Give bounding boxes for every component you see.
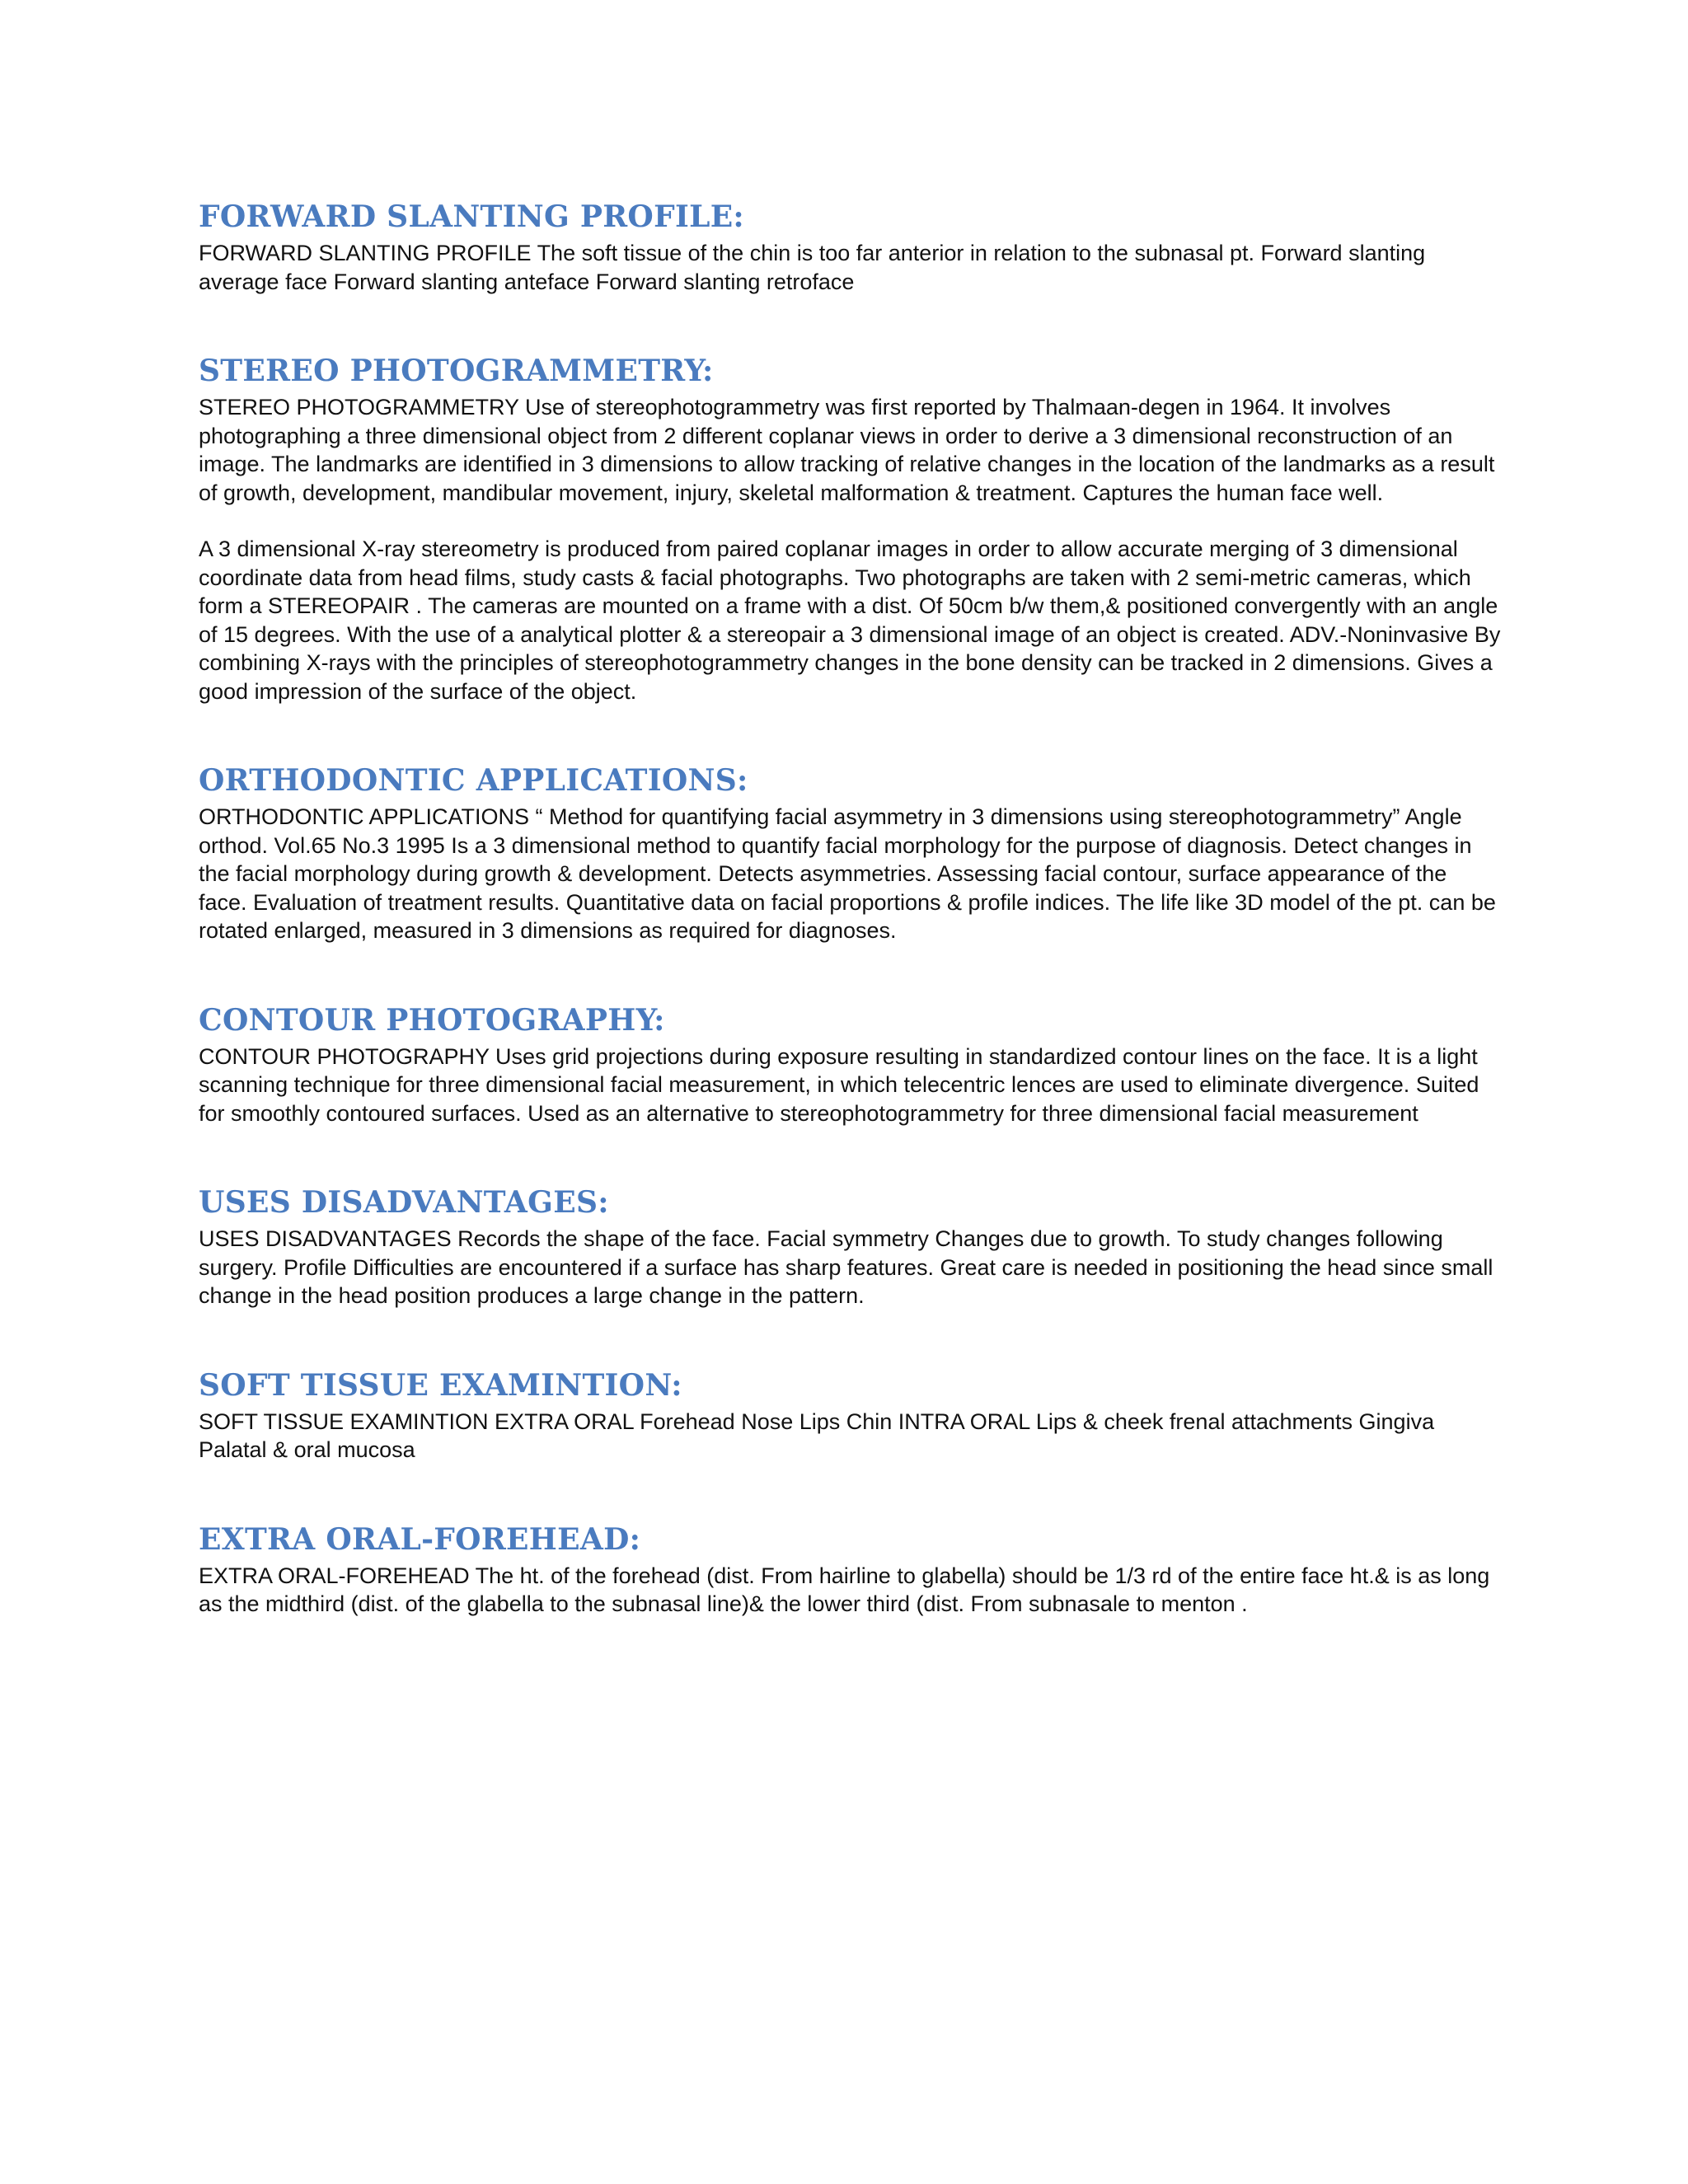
section-extra-oral-forehead: [199, 1521, 1501, 1619]
section-heading: FORWARD SLANTING PROFILE:: [199, 199, 745, 234]
section-heading: EXTRA ORAL-FOREHEAD:: [199, 1521, 641, 1557]
section-heading: STEREO PHOTOGRAMMETRY:: [199, 354, 714, 388]
section-paragraph: STEREO PHOTOGRAMMETRY Use of stereophotogrammetry was first reported by Thalmaan-degen in 1964. It involves photographing a three dimensional object from 2 different coplanar views in order to derive a 3 dimensional reconstruction of an image. The landmarks are identified in 3 dimensions to allow tracking of relative changes in the location of the landmarks as a result of growth, development, mandibular movement, injury, skeletal malformation & treatment. Captures the human face well.: [199, 395, 1495, 505]
document-body: [199, 198, 1501, 1619]
section-orthodontic-applications: [199, 762, 1501, 945]
section-paragraph: CONTOUR PHOTOGRAPHY Uses grid projections during exposure resulting in standardized contour lines on the face. It is a light scanning technique for three dimensional facial measurement, in which telecentric lences are used to eliminate divergence. Suited for smoothly contoured surfaces. Used as an alternative to stereophotogrammetry for three dimensional facial measurement: [199, 1043, 1479, 1126]
section-paragraph: A 3 dimensional X-ray stereometry is produced from paired coplanar images in order to allow accurate merging of 3 dimensional coordinate data from head films, study casts & facial photographs. Two photographs are taken with 2 semi-metric cameras, which form a STEREOPAIR . The cameras are mounted on a frame with a dist. Of 50cm b/w them,& positioned convergently with an angle of 15 degrees. With the use of a analytical plotter & a stereopair a 3 dimensional image of an object is created. ADV.-Noninvasive By combining X-rays with the principles of stereophotogrammetry changes in the bone density can be tracked in 2 dimensions. Gives a good impression of the surface of the object.: [199, 537, 1501, 704]
section-heading: ORTHODONTIC APPLICATIONS:: [199, 763, 748, 798]
section-heading: CONTOUR PHOTOGRAPHY:: [199, 1002, 665, 1038]
section-heading: USES DISADVANTAGES:: [199, 1185, 609, 1220]
section-paragraph: USES DISADVANTAGES Records the shape of the face. Facial symmetry Changes due to growth. To study changes following surgery. Profile Difficulties are encountered if a surface has sharp features. Great care is needed in positioning the head since small change in the head position produces a large change in the pattern.: [199, 1226, 1493, 1308]
section-forward-slanting-profile: [199, 198, 1501, 296]
section-uses-disadvantages: [199, 1183, 1501, 1310]
section-paragraph: FORWARD SLANTING PROFILE The soft tissue of the chin is too far anterior in relation to the subnasal pt. Forward slanting average face Forward slanting anteface Forward slanting retroface: [199, 241, 1426, 294]
section-paragraph: SOFT TISSUE EXAMINTION EXTRA ORAL Forehead Nose Lips Chin INTRA ORAL Lips & cheek frenal attachments Gingiva Palatal & oral mucosa: [199, 1408, 1435, 1462]
section-stereo-photogrammetry: [199, 352, 1501, 705]
section-paragraph: EXTRA ORAL-FOREHEAD The ht. of the forehead (dist. From hairline to glabella) should be 1/3 rd of the entire face ht.& is as long as the midthird (dist. of the glabella to the subnasal line)& the lower third (dist. From subnasale to menton .: [199, 1563, 1490, 1616]
section-paragraph: ORTHODONTIC APPLICATIONS “ Method for quantifying facial asymmetry in 3 dimensions using stereophotogrammetry” Angle orthod. Vol.65 No.3 1995 Is a 3 dimensional method to quantify facial morphology for the purpose of diagnosis. Detect changes in the facial morphology during growth & development. Detects asymmetries. Assessing facial contour, surface appearance of the face. Evaluation of treatment results. Quantitative data on facial proportions & profile indices. The life like 3D model of the pt. can be rotated enlarged, measured in 3 dimensions as required for diagnoses.: [199, 804, 1496, 943]
section-heading: SOFT TISSUE EXAMINTION:: [199, 1367, 682, 1403]
section-contour-photography: [199, 1001, 1501, 1128]
section-soft-tissue-examination: [199, 1366, 1501, 1465]
